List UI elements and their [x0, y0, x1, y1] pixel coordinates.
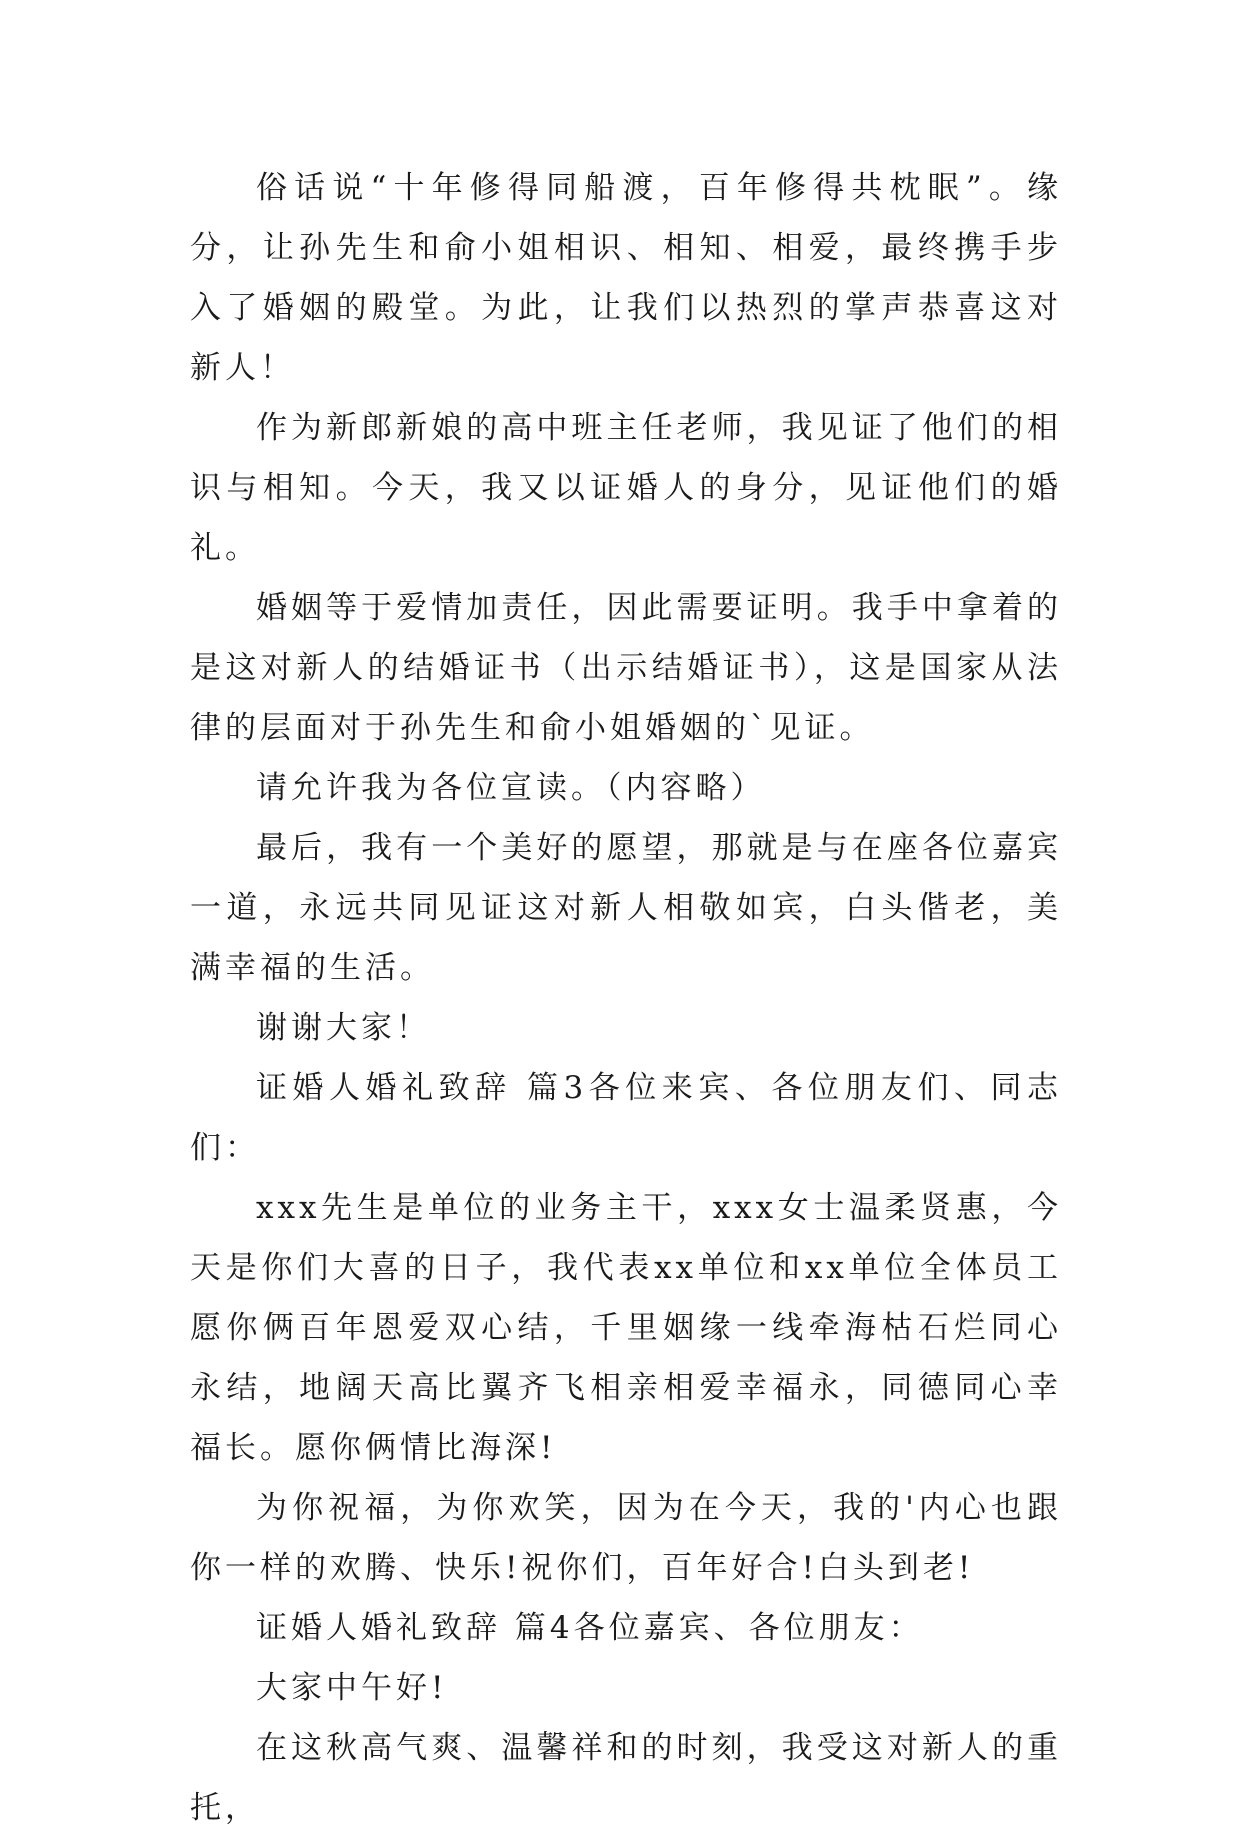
paragraph: 最后，我有一个美好的愿望，那就是与在座各位嘉宾一道，永远共同见证这对新人相敬如宾，白头偕老，美满幸福的生活。: [190, 830, 1062, 986]
paragraph: 俗话说“十年修得同船渡，百年修得共枕眠”。缘分，让孙先生和俞小姐相识、相知、相爱，最终携手步入了婚姻的殿堂。为此，让我们以热烈的掌声恭喜这对新人！: [190, 170, 1062, 386]
paragraph: 请允许我为各位宣读。（内容略）: [256, 770, 766, 806]
paragraph: 作为新郎新娘的高中班主任老师，我见证了他们的相识与相知。今天，我又以证婚人的身分，见证他们的婚礼。: [190, 410, 1062, 566]
paragraph: xxx先生是单位的业务主干，xxx女士温柔贤惠，今天是你们大喜的日子，我代表xx单位和xx单位全体员工愿你俩百年恩爱双心结，千里姻缘一线牵海枯石烂同心永结，地阔天高比翼齐飞相亲相爱幸福永，同德同心幸福长。愿你俩情比海深!: [190, 1190, 1062, 1466]
paragraph: 为你祝福，为你欢笑，因为在今天，我的'内心也跟你一样的欢腾、快乐!祝你们，百年好合!白头到老!: [190, 1490, 1062, 1586]
paragraph: 婚姻等于爱情加责任，因此需要证明。我手中拿着的是这对新人的结婚证书（出示结婚证书），这是国家从法律的层面对于孙先生和俞小姐婚姻的`见证。: [190, 590, 1062, 746]
document-body: [190, 158, 1062, 1838]
paragraph: 大家中午好!: [256, 1670, 448, 1706]
section-heading-paragraph: 证婚人婚礼致辞 篇4各位嘉宾、各位朋友：: [256, 1610, 924, 1646]
section-heading-paragraph: 证婚人婚礼致辞 篇3各位来宾、各位朋友们、同志们：: [190, 1070, 1062, 1166]
paragraph: 在这秋高气爽、温馨祥和的时刻，我受这对新人的重托，: [190, 1730, 1062, 1826]
paragraph: 谢谢大家！: [256, 1010, 431, 1046]
